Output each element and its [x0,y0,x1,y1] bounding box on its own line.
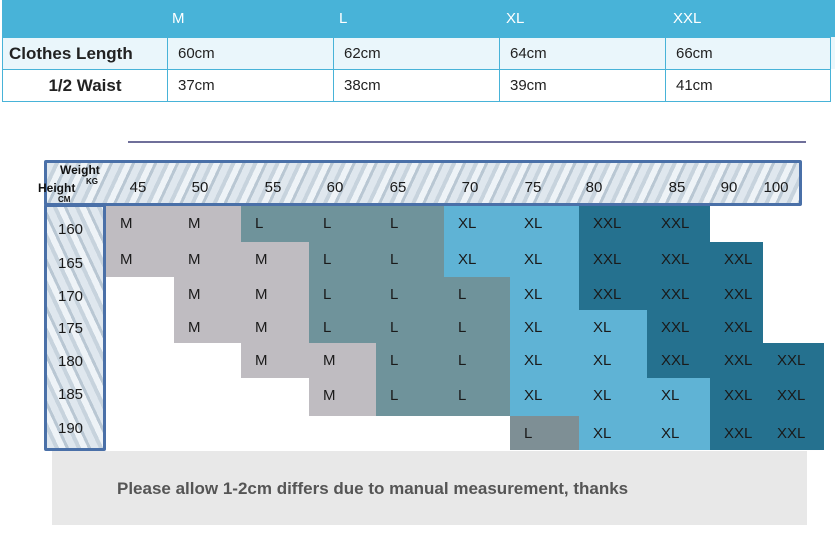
weight-label: 75 [524,179,542,196]
size-cell-label: M [120,251,133,268]
height-label: 175 [58,320,84,337]
size-cell-label: L [323,319,332,336]
size-cell-label: M [255,251,268,268]
size-cell-label: XXL [777,352,806,369]
size-cell-label: M [255,286,268,303]
size-cell-label: XXL [661,319,690,336]
measurement-note: Please allow 1-2cm differs due to manual measurement, thanks [117,479,629,498]
size-cell-label: XXL [724,286,753,303]
height-corner-label: Height [38,181,76,195]
row-label: 1/2 Waist [2,69,168,102]
size-cell-label: XXL [661,286,690,303]
size-cell-label: XXL [724,352,753,369]
size-cell-label: XL [524,387,543,404]
size-cell-label: XL [593,319,612,336]
size-cell [647,343,710,378]
size-cell [510,242,579,277]
size-cell-label: L [390,286,399,303]
size-cell-label: M [323,352,336,369]
size-cell-label: L [458,387,467,404]
size-cell-label: XXL [593,215,622,232]
size-cell [710,378,763,416]
size-cell [241,206,309,242]
size-cell [106,206,174,242]
size-cell-label: L [390,352,399,369]
size-cell [710,343,763,378]
size-cell-label: XL [524,251,543,268]
size-cell-label: XL [593,352,612,369]
size-cell-label: M [323,387,336,404]
size-cell [241,310,309,343]
size-cell [376,242,444,277]
header-cell-l: L [339,10,348,27]
size-cell [510,343,579,378]
size-cell [376,277,444,310]
divider [128,141,806,143]
table-cell: 37cm [167,69,334,102]
height-label: 180 [58,353,84,370]
table-row [2,69,835,101]
size-cell-label: XL [524,215,543,232]
weight-label: 100 [763,179,789,196]
size-cell [241,343,309,378]
size-cell [241,242,309,277]
size-cell [174,277,241,310]
size-cell-label: XXL [593,286,622,303]
size-cell-label: L [458,286,467,303]
size-cell-label: L [323,215,332,232]
header-cell-m: M [172,10,185,27]
height-unit-label: CM [58,195,71,204]
size-cell-label: XL [524,286,543,303]
size-cell [510,378,579,416]
size-cell [579,277,647,310]
weight-label: 60 [326,179,344,196]
size-cell [510,310,579,343]
size-cell-label: L [323,251,332,268]
size-cell [376,343,444,378]
size-cell [444,206,510,242]
size-cell [763,343,824,378]
size-cell [510,206,579,242]
size-cell [647,416,710,450]
size-cell-label: XL [593,387,612,404]
size-cell [444,310,510,343]
size-cell-label: XXL [724,319,753,336]
size-cell-label: M [255,352,268,369]
size-cell-label: L [458,319,467,336]
table-cell: 66cm [665,37,831,70]
size-cell-label: XL [661,387,680,404]
height-label: 190 [58,420,84,437]
size-cell [647,378,710,416]
table-row [2,37,835,69]
size-cell [710,242,763,277]
size-cell [647,277,710,310]
size-cell [106,242,174,277]
size-cell-label: XL [661,425,680,442]
size-cell-label: M [188,251,201,268]
size-cell-label: XXL [661,215,690,232]
size-cell-label: XL [593,425,612,442]
size-cell-label: XXL [593,251,622,268]
measurement-header-row [2,0,835,37]
height-label: 170 [58,288,84,305]
weight-axis-bar [44,160,802,206]
size-cell-label: M [255,319,268,336]
size-cell-label: XXL [661,352,690,369]
table-cell: 41cm [665,69,831,102]
size-cell [174,310,241,343]
weight-label: 50 [191,179,209,196]
size-cell-label: M [188,286,201,303]
size-chart [38,160,836,460]
size-cell [376,310,444,343]
size-cell [241,277,309,310]
table-cell: 60cm [167,37,334,70]
size-cell-label: XXL [724,251,753,268]
header-cell-xl: XL [506,10,525,27]
size-cell-label: L [458,352,467,369]
weight-label: 90 [720,179,738,196]
size-cell [579,343,647,378]
size-cell [510,277,579,310]
size-cell-label: XXL [661,251,690,268]
size-cell-label: L [390,387,399,404]
size-cell [376,206,444,242]
row-label: Clothes Length [2,37,168,70]
size-cell-label: M [120,215,133,232]
size-cell [647,242,710,277]
weight-label: 65 [389,179,407,196]
weight-label: 85 [668,179,686,196]
size-cell-label: L [390,319,399,336]
size-cell [579,242,647,277]
size-cell-label: XL [524,352,543,369]
weight-label: 45 [129,179,147,196]
height-label: 165 [58,255,84,272]
size-cell-label: L [255,215,264,232]
height-label: 160 [58,221,84,238]
size-cell [647,310,710,343]
size-cell [579,206,647,242]
size-cell-label: XL [458,251,477,268]
size-cell-label: XXL [724,425,753,442]
size-cell [579,310,647,343]
size-cell [444,343,510,378]
weight-label: 55 [264,179,282,196]
size-cell [309,343,376,378]
size-cell [579,378,647,416]
size-cell-label: XXL [777,387,806,404]
size-cell-label: L [390,251,399,268]
header-cell-xxl: XXL [673,10,702,27]
weight-corner-label: Weight [60,163,100,177]
size-cell [174,242,241,277]
size-cell [647,206,710,242]
table-cell: 39cm [499,69,666,102]
height-label: 185 [58,386,84,403]
size-cell [309,378,376,416]
size-cell [763,378,824,416]
size-cell [710,310,763,343]
weight-label: 70 [461,179,479,196]
size-cell [763,416,824,450]
size-cell [174,206,241,242]
size-cell-label: XL [458,215,477,232]
size-cell [376,378,444,416]
weight-unit-label: KG [86,177,98,186]
size-cell-label: XL [524,319,543,336]
table-cell: 64cm [499,37,666,70]
size-cell-label: L [323,286,332,303]
measurement-table [2,0,835,102]
size-cell [579,416,647,450]
table-cell: 38cm [333,69,500,102]
size-cell [444,277,510,310]
size-cell-label: L [390,215,399,232]
size-cell-label: XXL [777,425,806,442]
size-cell [444,242,510,277]
size-cell [710,416,763,450]
size-cell [309,242,376,277]
size-cell [309,277,376,310]
size-cell-label: XXL [724,387,753,404]
size-cell-label: M [188,215,201,232]
size-cell [510,416,579,450]
size-cell-label: M [188,319,201,336]
weight-label: 80 [585,179,603,196]
table-cell: 62cm [333,37,500,70]
size-cell-label: L [524,425,533,442]
size-cell [309,206,376,242]
size-cell [444,378,510,416]
size-cell [710,277,763,310]
header-cell-empty [2,0,168,37]
size-cell [309,310,376,343]
